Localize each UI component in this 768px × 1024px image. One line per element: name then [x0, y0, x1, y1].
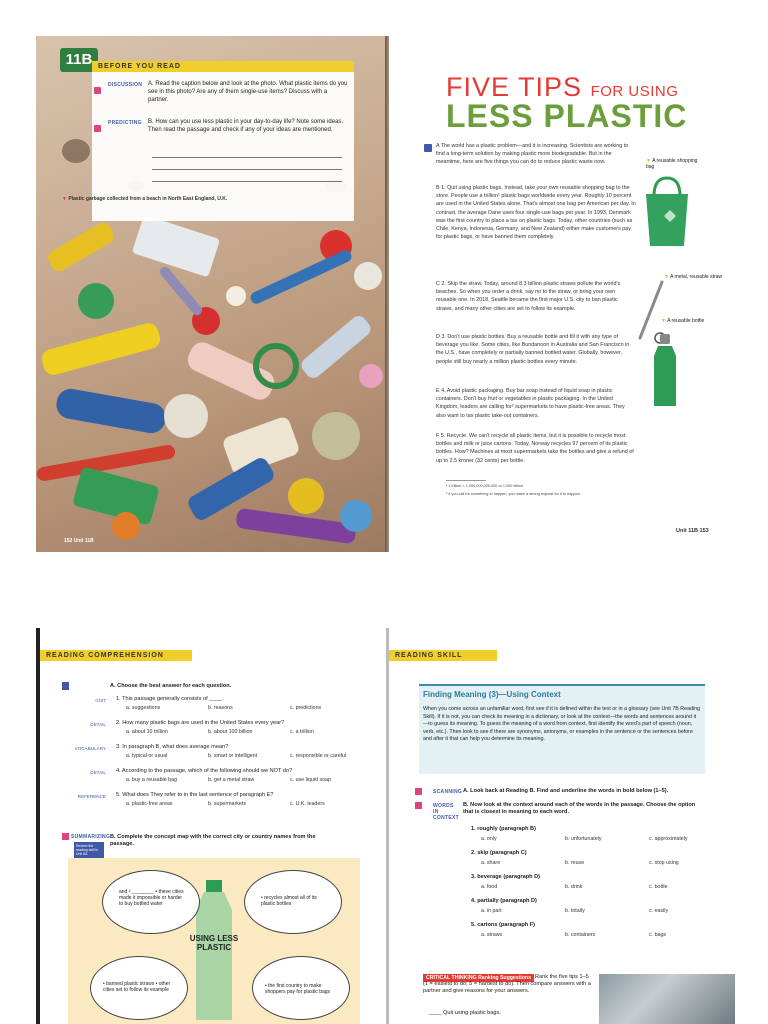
question-skill-label: VOCABULARY [74, 746, 106, 751]
right-page-number: Unit 11B 153 [676, 528, 709, 534]
answer-option-a[interactable]: a. buy a reusable bag [126, 777, 177, 783]
audio-icon[interactable] [424, 144, 432, 152]
vocab-option-a[interactable]: a. in part [481, 908, 502, 914]
question-skill-label: REFERENCE [77, 794, 106, 799]
answer-line-2[interactable] [152, 169, 342, 170]
review-note: Review the reading skill in Unit 8A [74, 842, 104, 858]
reusable-bottle-icon [646, 330, 686, 410]
title-for-using: FOR USING [590, 83, 679, 100]
vocab-option-c[interactable]: c. bottle [649, 884, 668, 890]
answer-option-a[interactable]: a. suggestions [126, 705, 161, 711]
photo-caption-text: Plastic garbage collected from a beach in North East England, U.K. [68, 196, 228, 202]
critical-thinking-text: Rank the five tips 1–5 (1 = easiest to do; 5 = hardest to do). Then compare answers with a partner and give reasons for your answers. [423, 974, 591, 994]
reading-skill-page [386, 628, 735, 1024]
answer-option-a[interactable]: a. about 10 trillion [126, 729, 168, 735]
reusable-bag-label: A reusable shopping bag [646, 158, 698, 170]
paragraph-c: C 2. Skip the straw. Today, around 8.3 billion plastic straws pollute the world's beaches. So when you order a drink, say no to the straw, or bring your own reusable one. In 2018, Seattle became the first major U.S. city to ban plastic straws, and many other cities are set to follow its example. [436, 281, 621, 312]
scanning-tag-icon [415, 788, 422, 795]
annotation-arrow-icon-2: ▼ [664, 274, 669, 280]
reading-skill-band: READING SKILL [389, 650, 497, 661]
reading-comprehension-page [36, 628, 386, 1024]
vocab-option-b[interactable]: b. unfortunately [565, 836, 602, 842]
concept-bubble-3-text: • banned plastic straws • other cities set to follow its example [103, 981, 171, 993]
question-text: 1. This passage generally consists of ____. [116, 696, 224, 702]
question-text: 2. How many plastic bags are used in the United States every year? [116, 720, 285, 726]
vocab-option-b[interactable]: b. totally [565, 908, 585, 914]
answer-option-b[interactable]: b. about 100 billion [208, 729, 253, 735]
question-text: 5. What does They refer to in the last sentence of paragraph E? [116, 792, 274, 798]
comprehension-instruction: A. Choose the best answer for each question. [110, 683, 232, 689]
vocab-option-b[interactable]: b. containers [565, 932, 596, 938]
vocab-word: 1. roughly (paragraph B) [471, 826, 536, 832]
question-skill-label: DETAIL [90, 722, 106, 727]
paragraph-a: A The world has a plastic problem—and it is increasing. Scientists are working to find a long-term solution by making plastic more biodegradable. But in the meantime, here are five things you can do to reduce plastic waste now. [436, 143, 629, 166]
predicting-tag-icon [94, 119, 101, 137]
summarizing-skill-label: SUMMARIZING [71, 834, 111, 840]
critical-thinking-label: CRITICAL THINKING Ranking Suggestions [423, 974, 534, 982]
reading-comprehension-band: READING COMPREHENSION [40, 650, 192, 661]
photo-caption [62, 196, 302, 202]
answer-option-b[interactable]: b. supermarkets [208, 801, 246, 807]
before-you-read-band: BEFORE YOU READ [92, 61, 354, 72]
summarizing-tag-icon [62, 833, 69, 840]
answer-line-1[interactable] [152, 157, 342, 158]
answer-option-c[interactable]: c. a trillion [290, 729, 314, 735]
concept-bubble-2-text: • recycles almost all of its plastic bottles [261, 895, 317, 907]
vocab-option-b[interactable]: b. drink [565, 884, 583, 890]
answer-option-b[interactable]: b. reasons [208, 705, 233, 711]
answer-option-a[interactable]: a. plastic-free areas [126, 801, 173, 807]
shopping-bag-icon [642, 176, 692, 248]
vocab-word: 4. partially (paragraph D) [471, 898, 537, 904]
metal-straw-annotation [664, 274, 724, 280]
vocab-option-c[interactable]: c. easily [649, 908, 669, 914]
vocab-option-b[interactable]: b. reuse [565, 860, 585, 866]
vocab-option-c[interactable]: c. approximately [649, 836, 688, 842]
annotation-arrow-icon-3: ▼ [661, 318, 666, 324]
vocab-option-a[interactable]: a. share [481, 860, 501, 866]
scanning-skill-label: SCANNING [433, 789, 463, 795]
vocab-option-c[interactable]: c. bags [649, 932, 667, 938]
reusable-bag-annotation [646, 158, 706, 170]
footnote-2: ² If you call for something to happen, you make a strong request for it to happen. [446, 492, 581, 496]
discussion-skill-label: DISCUSSION [108, 82, 143, 88]
answer-option-c[interactable]: c. responsible or careful [290, 753, 347, 759]
words-tag-icon [415, 802, 422, 809]
concept-bubble-1-text: and ² ________ • these cities made it impossible or harder to buy bottled water [119, 889, 184, 907]
concept-map-panel [68, 858, 360, 1024]
reading-skill-box [419, 684, 705, 774]
question-text: 3. In paragraph B, what does average mean? [116, 744, 229, 750]
concept-map-center: USING LESS PLASTIC [189, 934, 239, 952]
summarizing-question: B. Complete the concept map with the correct city or country names from the passage. [110, 834, 316, 847]
vocab-option-a[interactable]: a. food [481, 884, 498, 890]
question-skill-label: DETAIL [90, 770, 106, 775]
answer-option-b[interactable]: b. smart or intelligent [208, 753, 258, 759]
concept-bubble-4-text: • the first country to make shoppers pay for plastic bags [265, 983, 331, 995]
vocab-option-a[interactable]: a. only [481, 836, 497, 842]
question-skill-label: GIST [95, 698, 106, 703]
paragraph-f: F 5. Recycle. We can't recycle all plastic items, but it is possible to recycle most bottles and milk or juice cartons. Today, Norway recycles 97 percent of its plastic bottles. How? Machines at most supermarkets take the bottles and give a refund of up to 2.5 kroner (32 cents) per bottle. [436, 433, 634, 464]
metal-straw-label: A metal, reusable straw [670, 274, 723, 280]
reading-skill-heading: Finding Meaning (3)—Using Context [423, 690, 561, 699]
scanning-question: A. Look back at Reading B. Find and underline the words in bold below (1–5). [463, 788, 669, 794]
caption-arrow-icon: ▼ [62, 196, 67, 202]
predicting-question: B. How can you use less plastic in your day-to-day life? Note some ideas. Then read the passage and check if any of your ideas are mentioned. [148, 119, 344, 133]
plastic-photo-thumbnail [599, 974, 735, 1024]
vocab-word: 2. skip (paragraph C) [471, 850, 527, 856]
paragraph-b: B 1. Quit using plastic bags. Instead, take your own reusable shopping bag to the store. People use a trillion¹ plastic bags worldwide every year. Roughly 10 percent are used in the United States alone. That's almost one bag per American per day. In contrast, the average Dane uses four single-use bags per year. In 1993, Denmark was the first country to place a tax on plastic bags. Today, other countries (such as Chile, Kenya, Indonesia, Germany, and New Zealand) either make customers pay for plastic bags, or have banned them completely. [436, 185, 636, 241]
textbook-spread-top [36, 36, 735, 552]
unit-tag: 11B [60, 48, 98, 72]
answer-option-a[interactable]: a. typical or usual [126, 753, 168, 759]
worksheet-icon [62, 682, 69, 690]
concept-bubble-3 [90, 956, 188, 1020]
concept-bubble-4 [252, 956, 350, 1020]
concept-bubble-1 [102, 870, 200, 934]
first-tip-ranking[interactable]: ____ Quit using plastic bags. [429, 1010, 501, 1016]
annotation-arrow-icon: ▼ [646, 158, 651, 164]
words-skill-label: WORDS IN CONTEXT [433, 803, 459, 821]
words-question: B. Now look at the context around each of the words in the passage. Choose the option that is closest in meaning to each word. [463, 802, 696, 815]
discussion-tag-icon [94, 81, 101, 99]
reusable-bottle-label: A reusable bottle [667, 318, 705, 324]
vocab-option-c[interactable]: c. stop using [649, 860, 679, 866]
vocab-option-a[interactable]: a. straws [481, 932, 503, 938]
answer-option-b[interactable]: b. get a metal straw [208, 777, 255, 783]
answer-option-c[interactable]: c. predictions [290, 705, 322, 711]
answer-option-c[interactable]: c. use liquid soap [290, 777, 331, 783]
footnote-1: ¹ 1 trillion = 1,000,000,000,000 or 1,000 billion [446, 484, 524, 488]
left-page-number: 152 Unit 11B [64, 538, 94, 544]
predicting-skill-label: PREDICTING [108, 120, 142, 126]
article-title-line2: LESS PLASTIC [446, 98, 688, 134]
paragraph-e: E 4. Avoid plastic packaging. Buy bar soap instead of liquid soap in plastic containers. Don't buy fruit or vegetables in plastic packaging. In the United Kingdom, leaders are calling for² supermarkets to have plastic-free areas. They also want to tax plastic take-out containers. [436, 388, 625, 419]
footnote-rule [446, 480, 486, 481]
discussion-question: A. Read the caption below and look at the photo. What plastic items do you see in this photo? Are any of them single-use items? Discuss with a partner. [148, 81, 348, 103]
answer-option-c[interactable]: c. U.K. leaders [290, 801, 325, 807]
vocab-word: 3. beverage (paragraph D) [471, 874, 541, 880]
question-text: 4. According to the passage, which of the following should we NOT do? [116, 768, 293, 774]
title-five-tips: FIVE TIPS [446, 72, 583, 102]
paragraph-d: D 3. Don't use plastic bottles. Buy a reusable bottle and fill it with any type of beverage you like. Some cities, like Bundanoon in Australia and San Francisco in the U.S., have completely or partially banned bottled water. Globally, however, people still buy nearly a million plastic bottles every minute. [436, 334, 630, 365]
answer-line-3[interactable] [152, 181, 342, 182]
reusable-bottle-annotation [661, 318, 721, 324]
vocab-word: 5. cartons (paragraph F) [471, 922, 536, 928]
concept-bubble-2 [244, 870, 342, 934]
reading-skill-body: When you come across an unfamiliar word, first see if it is defined within the text or in a glossary (see Unit 7B Reading Skill). If it is not, you can check its meaning in a dictionary, or look at the context—the words and sentences around it—to guess its meaning. To guess the meaning of a word from context, first identify the word's part of speech (noun, verb, etc.). Then look to see if there are synonyms, antonyms, or examples in the sentence or the sentences before and after it that can help you determine its meaning. [423, 706, 701, 742]
